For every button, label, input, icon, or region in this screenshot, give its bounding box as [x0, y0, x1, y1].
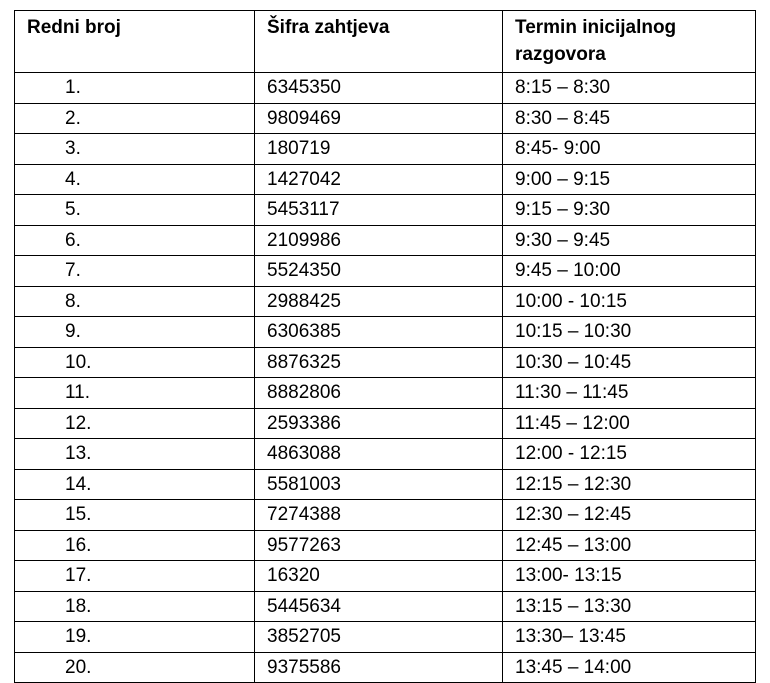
interview-slot-cell: 12:00 - 12:15 — [503, 439, 756, 470]
request-code-cell: 8876325 — [255, 347, 503, 378]
interview-slot-cell: 8:45- 9:00 — [503, 134, 756, 165]
table-row — [15, 286, 756, 317]
interview-slot-cell: 9:15 – 9:30 — [503, 195, 756, 226]
request-code-cell: 1427042 — [255, 164, 503, 195]
serial-number-cell: 8. — [15, 286, 255, 317]
interview-slot-cell: 11:30 – 11:45 — [503, 378, 756, 409]
request-code-cell: 2988425 — [255, 286, 503, 317]
serial-number-cell: 19. — [15, 622, 255, 653]
interview-slot-cell: 13:30– 13:45 — [503, 622, 756, 653]
table-row — [15, 500, 756, 531]
interview-slot-cell: 13:15 – 13:30 — [503, 591, 756, 622]
interview-slot-cell: 10:15 – 10:30 — [503, 317, 756, 348]
request-code-cell: 180719 — [255, 134, 503, 165]
request-code-cell: 2109986 — [255, 225, 503, 256]
request-code-cell: 7274388 — [255, 500, 503, 531]
serial-number-cell: 16. — [15, 530, 255, 561]
interview-slot-cell: 9:00 – 9:15 — [503, 164, 756, 195]
serial-number-cell: 7. — [15, 256, 255, 287]
request-code-cell: 5581003 — [255, 469, 503, 500]
serial-number-cell: 9. — [15, 317, 255, 348]
interview-slot-cell: 12:15 – 12:30 — [503, 469, 756, 500]
request-code-cell: 3852705 — [255, 622, 503, 653]
table-row — [15, 347, 756, 378]
serial-number-cell: 11. — [15, 378, 255, 409]
serial-number-cell: 2. — [15, 103, 255, 134]
serial-number-cell: 18. — [15, 591, 255, 622]
request-code-cell: 5453117 — [255, 195, 503, 226]
table-row — [15, 439, 756, 470]
serial-number-cell: 3. — [15, 134, 255, 165]
request-code-cell: 4863088 — [255, 439, 503, 470]
serial-number-cell: 13. — [15, 439, 255, 470]
table-row — [15, 469, 756, 500]
header-interview-slot: Termin inicijalnog razgovora — [503, 11, 756, 73]
serial-number-cell: 12. — [15, 408, 255, 439]
serial-number-cell: 20. — [15, 652, 255, 683]
interview-slot-cell: 11:45 – 12:00 — [503, 408, 756, 439]
request-code-cell: 6345350 — [255, 73, 503, 104]
request-code-cell: 5445634 — [255, 591, 503, 622]
interview-slot-cell: 9:45 – 10:00 — [503, 256, 756, 287]
table-row — [15, 256, 756, 287]
request-code-cell: 8882806 — [255, 378, 503, 409]
serial-number-cell: 17. — [15, 561, 255, 592]
interview-slot-cell: 13:00- 13:15 — [503, 561, 756, 592]
table-row — [15, 225, 756, 256]
interview-slot-cell: 10:00 - 10:15 — [503, 286, 756, 317]
table-row — [15, 195, 756, 226]
interview-slot-cell: 12:45 – 13:00 — [503, 530, 756, 561]
interview-slot-cell: 9:30 – 9:45 — [503, 225, 756, 256]
serial-number-cell: 5. — [15, 195, 255, 226]
serial-number-cell: 4. — [15, 164, 255, 195]
table-row — [15, 378, 756, 409]
request-code-cell: 16320 — [255, 561, 503, 592]
request-code-cell: 9577263 — [255, 530, 503, 561]
table-row — [15, 622, 756, 653]
table-row — [15, 561, 756, 592]
header-serial-number: Redni broj — [15, 11, 255, 73]
table-row — [15, 73, 756, 104]
serial-number-cell: 14. — [15, 469, 255, 500]
serial-number-cell: 10. — [15, 347, 255, 378]
request-code-cell: 6306385 — [255, 317, 503, 348]
serial-number-cell: 15. — [15, 500, 255, 531]
request-code-cell: 5524350 — [255, 256, 503, 287]
interview-slot-cell: 10:30 – 10:45 — [503, 347, 756, 378]
request-code-cell: 9809469 — [255, 103, 503, 134]
interview-slot-cell: 8:30 – 8:45 — [503, 103, 756, 134]
header-request-code: Šifra zahtjeva — [255, 11, 503, 73]
table-row — [15, 103, 756, 134]
header-row — [15, 11, 756, 73]
table-row — [15, 530, 756, 561]
interview-slot-cell: 12:30 – 12:45 — [503, 500, 756, 531]
serial-number-cell: 6. — [15, 225, 255, 256]
table-row — [15, 317, 756, 348]
serial-number-cell: 1. — [15, 73, 255, 104]
table-row — [15, 408, 756, 439]
table-row — [15, 134, 756, 165]
interview-slot-cell: 13:45 – 14:00 — [503, 652, 756, 683]
schedule-table — [14, 10, 756, 683]
table-row — [15, 164, 756, 195]
table-row — [15, 591, 756, 622]
request-code-cell: 9375586 — [255, 652, 503, 683]
interview-slot-cell: 8:15 – 8:30 — [503, 73, 756, 104]
request-code-cell: 2593386 — [255, 408, 503, 439]
